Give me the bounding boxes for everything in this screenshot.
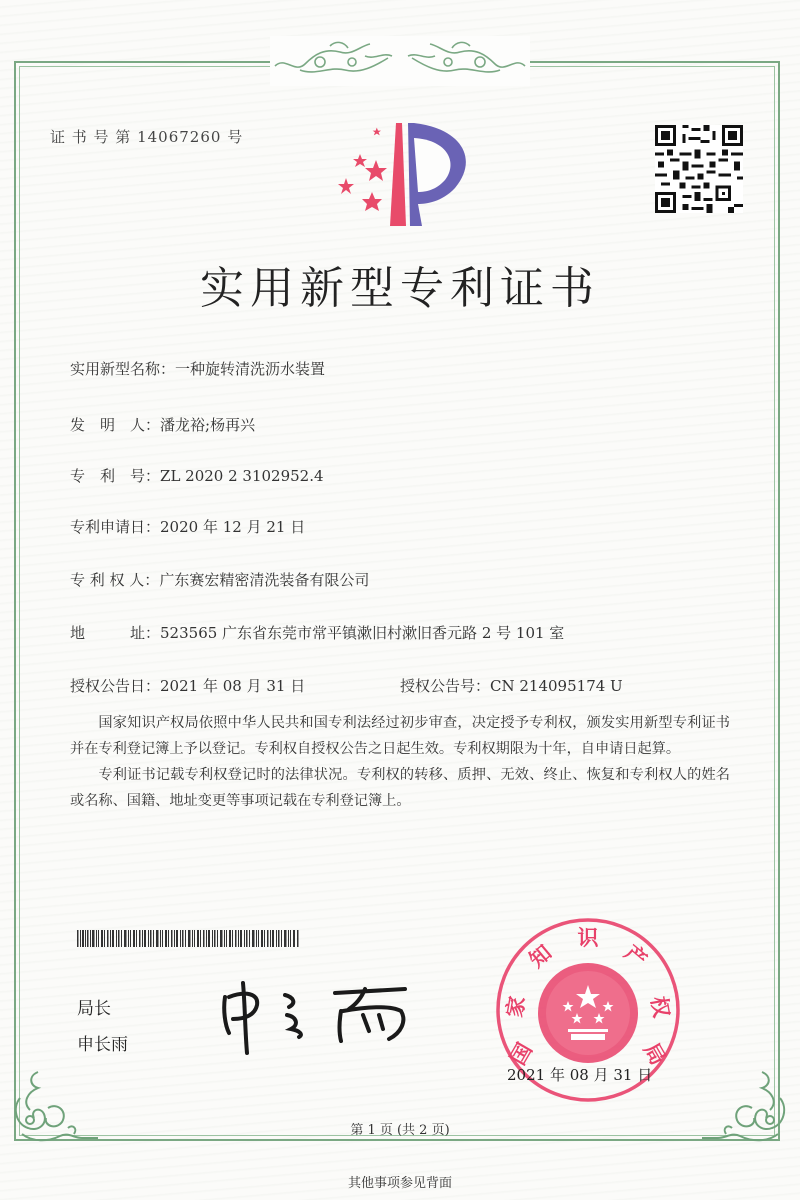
legal-paragraph-2: 专利证书记载专利权登记时的法律状况。专利权的转移、质押、无效、终止、恢复和专利权人的姓名或名称、国籍、地址变更等事项记载在专利登记簿上。 bbox=[70, 767, 730, 809]
field-label: 专 利 号： bbox=[70, 467, 161, 485]
field-patentee bbox=[70, 569, 369, 590]
page-number: 第 1 页 (共 2 页) bbox=[350, 1123, 450, 1138]
qr-code-icon[interactable] bbox=[655, 125, 743, 213]
field-label: 实用新型名称： bbox=[70, 360, 176, 378]
svg-text:知: 知 bbox=[524, 940, 557, 973]
field-label: 发 明 人： bbox=[70, 416, 161, 434]
field-label: 地 址： bbox=[70, 624, 161, 642]
certificate-number-label: 证 书 号 第 bbox=[50, 128, 132, 146]
certificate-number-suffix: 号 bbox=[227, 128, 244, 146]
field-value: 523565 广东省东莞市常平镇漱旧村漱旧香元路 2 号 101 室 bbox=[160, 624, 565, 642]
field-grant-date bbox=[70, 675, 305, 696]
field-grant-number bbox=[400, 675, 623, 696]
certificate-title: 实用新型专利证书 bbox=[200, 263, 600, 314]
field-value: 潘龙裕;杨再兴 bbox=[160, 416, 256, 434]
svg-text:国: 国 bbox=[505, 1038, 537, 1070]
dragon-ornament-icon bbox=[270, 36, 530, 86]
back-side-note: 其他事项参见背面 bbox=[347, 1176, 452, 1191]
field-patent-number bbox=[70, 465, 324, 486]
field-label: 专利申请日： bbox=[70, 518, 161, 536]
field-utility-model-name bbox=[70, 358, 325, 379]
field-label: 授权公告号： bbox=[400, 677, 491, 695]
field-value: 一种旋转清洗沥水装置 bbox=[175, 360, 326, 378]
field-value: ZL 2020 2 3102952.4 bbox=[160, 467, 324, 485]
certificate-number-value: 14067260 bbox=[137, 128, 222, 146]
svg-text:识: 识 bbox=[577, 926, 599, 950]
signature-icon bbox=[215, 975, 415, 1055]
certificate-number bbox=[50, 126, 243, 147]
svg-text:产: 产 bbox=[619, 940, 652, 973]
field-label: 授权公告日： bbox=[70, 677, 161, 695]
seal-date: 2021 年 08 月 31 日 bbox=[507, 1066, 653, 1084]
legal-text bbox=[70, 710, 730, 814]
field-label: 专 利 权 人： bbox=[70, 571, 160, 589]
svg-text:局: 局 bbox=[639, 1038, 671, 1070]
cnipa-logo-icon bbox=[330, 118, 480, 233]
barcode-icon bbox=[77, 930, 299, 947]
field-value: 2020 年 12 月 21 日 bbox=[160, 518, 306, 536]
svg-text:权: 权 bbox=[646, 994, 674, 1020]
field-value: 2021 年 08 月 31 日 bbox=[160, 677, 306, 695]
field-value: CN 214095174 U bbox=[490, 677, 623, 695]
director-name: 申长雨 bbox=[77, 1035, 128, 1055]
svg-text:家: 家 bbox=[502, 994, 530, 1020]
legal-paragraph-1: 国家知识产权局依照中华人民共和国专利法经过初步审查，决定授予专利权，颁发实用新型专利证书并在专利登记簿上予以登记。专利权自授权公告之日起生效。专利权期限为十年，自申请日起算。 bbox=[70, 715, 730, 757]
field-address bbox=[70, 622, 564, 643]
field-application-date bbox=[70, 516, 305, 537]
field-inventor bbox=[70, 414, 255, 435]
director-title: 局长 bbox=[77, 999, 111, 1019]
field-value: 广东赛宏精密清洗装备有限公司 bbox=[159, 571, 370, 589]
